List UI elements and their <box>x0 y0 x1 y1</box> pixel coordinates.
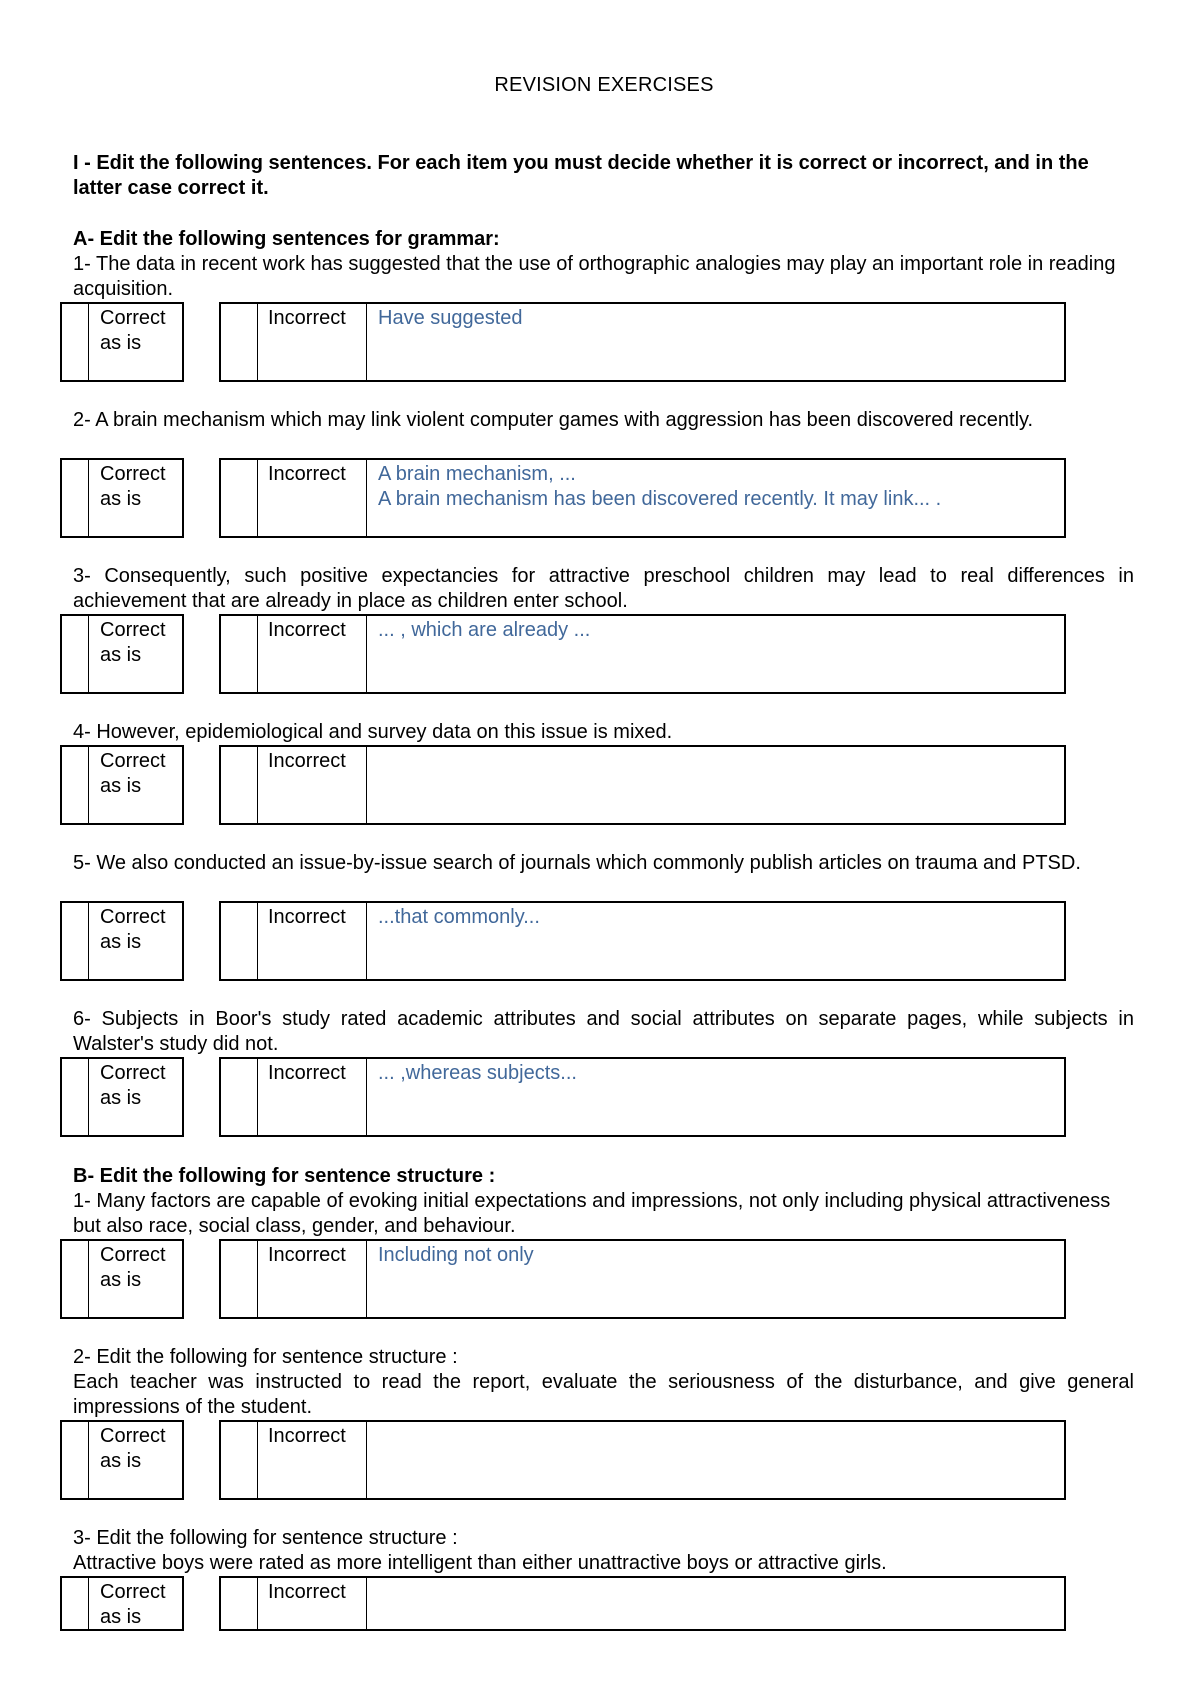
correct-label: Correct as is <box>100 463 166 510</box>
exercise-a1-text: 1- The data in recent work has suggested that the use of orthographic analogies may play an important role in reading acquisition. <box>73 253 1116 300</box>
correct-option-a5[interactable] <box>60 901 184 981</box>
section-b-heading: B- Edit the following for sentence structure : <box>73 1165 496 1187</box>
exercise-b1-text: 1- Many factors are capable of evoking initial expectations and impressions, not only including physical attractiveness but also race, social class, gender, and behaviour. <box>73 1190 1111 1237</box>
instructions: I - Edit the following sentences. For each item you must decide whether it is correct or incorrect, and in the latter case correct it. <box>73 152 1089 199</box>
answer-a1[interactable]: Have suggested <box>378 307 523 329</box>
correct-label: Correct as is <box>100 1581 166 1628</box>
incorrect-option-a5[interactable] <box>219 901 1066 981</box>
incorrect-label: Incorrect <box>268 1062 346 1084</box>
incorrect-label: Incorrect <box>268 1581 346 1603</box>
incorrect-label: Incorrect <box>268 619 346 641</box>
exercise-b3-intro: 3- Edit the following for sentence structure : <box>73 1527 458 1549</box>
incorrect-label: Incorrect <box>268 750 346 772</box>
correct-option-b2[interactable] <box>60 1420 184 1500</box>
incorrect-option-a6[interactable] <box>219 1057 1066 1137</box>
correct-option-a4[interactable] <box>60 745 184 825</box>
correct-option-b3[interactable] <box>60 1576 184 1631</box>
incorrect-option-b2[interactable] <box>219 1420 1066 1500</box>
incorrect-option-b3[interactable] <box>219 1576 1066 1631</box>
correct-option-b1[interactable] <box>60 1239 184 1319</box>
correct-label: Correct as is <box>100 906 166 953</box>
section-a-heading: A- Edit the following sentences for grammar: <box>73 228 500 250</box>
incorrect-option-a3[interactable] <box>219 614 1066 694</box>
exercise-a3-text: 3- Consequently, such positive expectancies for attractive preschool children may lead to real differences in achievement that are already in place as children enter school. <box>73 565 1134 612</box>
page-title: REVISION EXERCISES <box>494 74 714 96</box>
incorrect-option-a1[interactable] <box>219 302 1066 382</box>
incorrect-label: Incorrect <box>268 1244 346 1266</box>
exercise-a5-text: 5- We also conducted an issue-by-issue search of journals which commonly publish articles on trauma and PTSD. <box>73 852 1081 874</box>
answer-b1[interactable]: Including not only <box>378 1244 534 1266</box>
exercise-b2-text: Each teacher was instructed to read the report, evaluate the seriousness of the disturbance, and give general impressions of the student. <box>73 1371 1134 1418</box>
incorrect-label: Incorrect <box>268 307 346 329</box>
exercise-b3-text: Attractive boys were rated as more intelligent than either unattractive boys or attractive girls. <box>73 1552 887 1574</box>
incorrect-label: Incorrect <box>268 906 346 928</box>
exercise-a4-text: 4- However, epidemiological and survey data on this issue is mixed. <box>73 721 673 743</box>
answer-a6[interactable]: ... ,whereas subjects... <box>378 1062 577 1084</box>
correct-label: Correct as is <box>100 1062 166 1109</box>
incorrect-label: Incorrect <box>268 463 346 485</box>
correct-label: Correct as is <box>100 1425 166 1472</box>
correct-option-a6[interactable] <box>60 1057 184 1137</box>
answer-a5[interactable]: ...that commonly... <box>378 906 540 928</box>
incorrect-option-b1[interactable] <box>219 1239 1066 1319</box>
answer-a3[interactable]: ... , which are already ... <box>378 619 591 641</box>
correct-label: Correct as is <box>100 1244 166 1291</box>
incorrect-option-a2[interactable] <box>219 458 1066 538</box>
incorrect-option-a4[interactable] <box>219 745 1066 825</box>
incorrect-label: Incorrect <box>268 1425 346 1447</box>
correct-option-a2[interactable] <box>60 458 184 538</box>
exercise-a2-text: 2- A brain mechanism which may link violent computer games with aggression has been discovered recently. <box>73 409 1034 431</box>
correct-label: Correct as is <box>100 750 166 797</box>
correct-label: Correct as is <box>100 619 166 666</box>
exercise-b2-intro: 2- Edit the following for sentence structure : <box>73 1346 458 1368</box>
correct-option-a3[interactable] <box>60 614 184 694</box>
answer-a2[interactable]: A brain mechanism, ... A brain mechanism has been discovered recently. It may link... . <box>378 463 942 510</box>
correct-label: Correct as is <box>100 307 166 354</box>
correct-option-a1[interactable] <box>60 302 184 382</box>
exercise-a6-text: 6- Subjects in Boor's study rated academic attributes and social attributes on separate pages, while subjects in Walster's study did not. <box>73 1008 1134 1055</box>
